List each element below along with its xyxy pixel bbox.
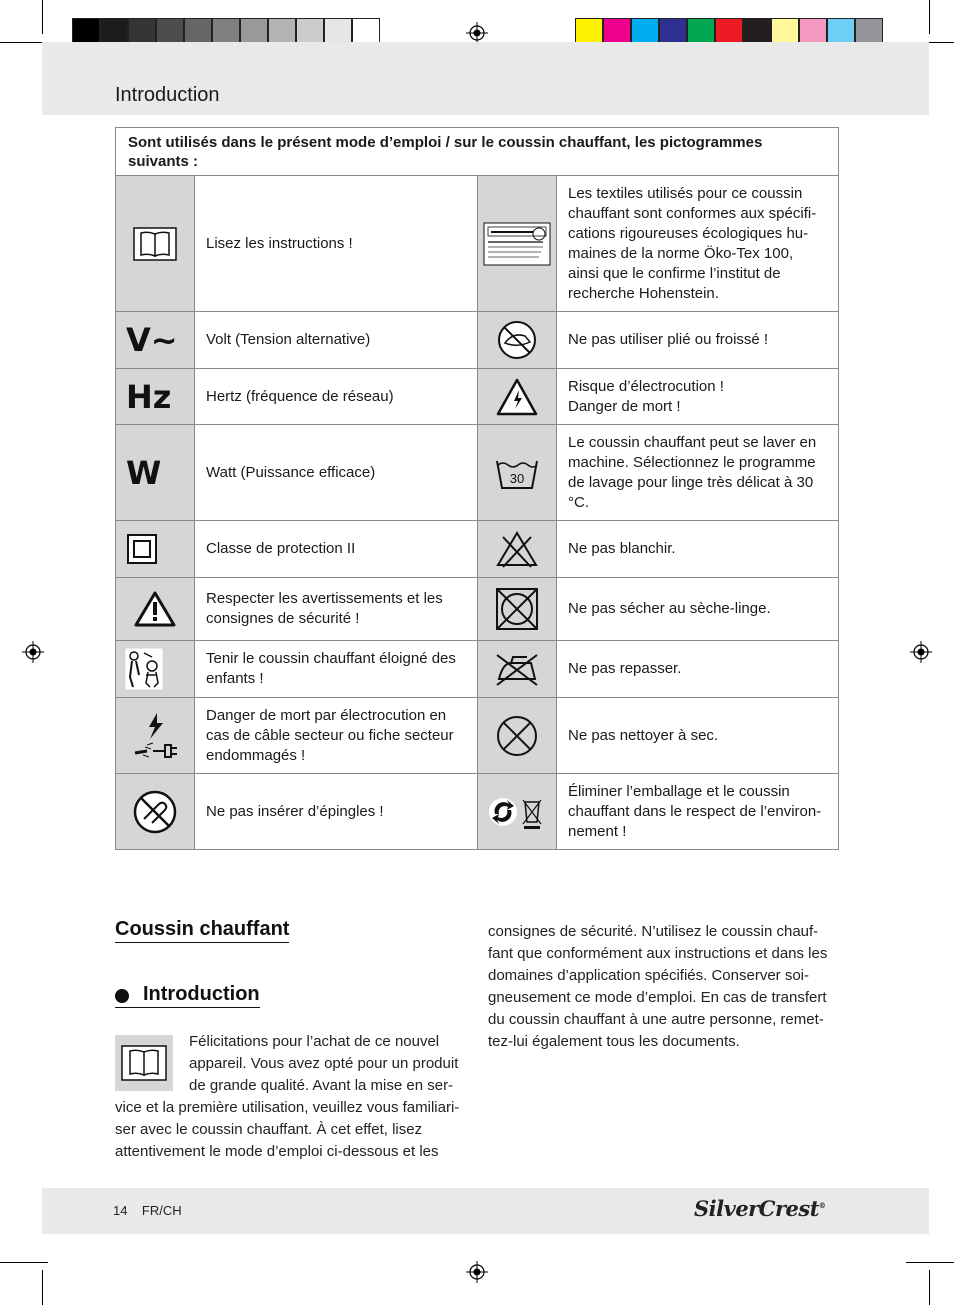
no-folding-icon bbox=[495, 318, 539, 362]
damaged-cable-icon bbox=[131, 711, 179, 761]
table-cell: Watt (Puissance efficace) bbox=[195, 425, 478, 521]
hertz-icon: Hz bbox=[126, 377, 172, 416]
table-row bbox=[116, 425, 839, 521]
table-cell: Volt (Tension alternative) bbox=[195, 312, 478, 369]
table-cell: Ne pas sécher au sèche-linge. bbox=[557, 578, 839, 641]
recycling-bin-icon bbox=[487, 794, 547, 830]
page-number-value: 14 bbox=[113, 1203, 128, 1218]
table-cell: Respecter les avertissements et les consignes de sécurité ! bbox=[195, 578, 478, 641]
icon-cell bbox=[478, 369, 557, 425]
table-row bbox=[116, 774, 839, 850]
icon-cell bbox=[478, 312, 557, 369]
table-cell: Hertz (fréquence de réseau) bbox=[195, 369, 478, 425]
table-cell: Les textiles utilisés pour ce coussin chauffant sont conformes aux spécifi- cations rigoureuses écologiques hu- maines de la norme Öko-Tex 100, ainsi que le confirme l’institut de recherche Hohenstein. bbox=[557, 176, 839, 312]
open-book-icon bbox=[115, 1035, 173, 1091]
table-row bbox=[116, 312, 839, 369]
open-book-icon bbox=[133, 227, 177, 261]
table-row bbox=[116, 176, 839, 312]
icon-cell bbox=[116, 641, 195, 698]
table-cell: Lisez les instructions ! bbox=[195, 176, 478, 312]
table-cell: Ne pas utiliser plié ou froissé ! bbox=[557, 312, 839, 369]
no-tumble-dry-icon bbox=[494, 586, 540, 632]
no-iron-icon bbox=[493, 651, 541, 687]
icon-cell bbox=[116, 521, 195, 578]
volt-ac-icon: V~ bbox=[126, 321, 178, 359]
table-cell: Éliminer l’emballage et le coussin chauffant dans le respect de l’environ- nement ! bbox=[557, 774, 839, 850]
table-caption: Sont utilisés dans le présent mode d’emploi / sur le coussin chauffant, les pictogrammes suivants : bbox=[116, 128, 839, 176]
table-cell: Tenir le coussin chauffant éloigné des enfants ! bbox=[195, 641, 478, 698]
brand-name: SilverCrest bbox=[694, 1196, 819, 1221]
registration-mark-icon bbox=[466, 22, 488, 44]
intro-paragraph-start: Félicitations pour l’achat de ce nouvel appareil. Vous avez opté pour un produit de grande qualité. Avant la mise en ser- bbox=[189, 1033, 459, 1094]
table-row bbox=[116, 641, 839, 698]
icon-cell bbox=[478, 176, 557, 312]
table-cell: Danger de mort par électrocution en cas de câble secteur ou fiche secteur endommagés ! bbox=[195, 698, 478, 774]
oeko-tex-label-icon bbox=[483, 222, 551, 266]
icon-cell bbox=[116, 425, 195, 521]
table-cell: Ne pas repasser. bbox=[557, 641, 839, 698]
icon-cell bbox=[478, 578, 557, 641]
protection-class-2-icon bbox=[127, 534, 157, 564]
watt-icon: W bbox=[126, 453, 162, 492]
table-cell: Le coussin chauffant peut se laver en machine. Sélectionnez le programme de lavage pour linge très délicat à 30 °C. bbox=[557, 425, 839, 521]
no-bleach-icon bbox=[495, 529, 539, 569]
crop-mark bbox=[929, 0, 930, 34]
table-row bbox=[116, 578, 839, 641]
icon-cell bbox=[116, 176, 195, 312]
crop-mark bbox=[929, 1270, 930, 1305]
crop-mark bbox=[42, 0, 43, 34]
crop-mark bbox=[42, 1270, 43, 1305]
icon-cell bbox=[478, 641, 557, 698]
brand-logo: SilverCrest® bbox=[694, 1196, 826, 1221]
keep-away-children-icon bbox=[124, 647, 164, 691]
intro-paragraph-column-2: consignes de sécurité. N’utilisez le coussin chauf- fant que conformément aux instructions et dans les domaines d’application spécifiés. Conserver soi- gneusement ce mode d’emploi. En cas de transfert du coussin chauffant à une autre personne, remet- tez-lui également tous les documents. bbox=[488, 923, 828, 1050]
table-row bbox=[116, 521, 839, 578]
crop-mark bbox=[906, 1262, 954, 1263]
icon-cell bbox=[478, 698, 557, 774]
icon-cell bbox=[478, 774, 557, 850]
section-heading: Coussin chauffant bbox=[115, 918, 289, 943]
page-number bbox=[113, 1203, 182, 1218]
icon-cell bbox=[116, 698, 195, 774]
table-cell: Risque d’électrocution ! Danger de mort ! bbox=[557, 369, 839, 425]
table-cell: Ne pas nettoyer à sec. bbox=[557, 698, 839, 774]
warning-triangle-icon bbox=[133, 590, 177, 628]
electric-shock-warning-icon bbox=[495, 377, 539, 417]
table-row bbox=[116, 698, 839, 774]
crop-mark bbox=[0, 42, 48, 43]
icon-cell bbox=[116, 774, 195, 850]
no-dry-clean-icon bbox=[495, 714, 539, 758]
table-row bbox=[116, 369, 839, 425]
no-pins-icon bbox=[132, 789, 178, 835]
table-cell: Ne pas blanchir. bbox=[557, 521, 839, 578]
table-cell: Ne pas insérer d’épingles ! bbox=[195, 774, 478, 850]
icon-cell bbox=[478, 425, 557, 521]
crop-mark bbox=[0, 1262, 48, 1263]
page-title: Introduction bbox=[115, 84, 220, 106]
registration-mark-icon bbox=[22, 641, 44, 663]
icon-cell bbox=[116, 369, 195, 425]
icon-cell bbox=[478, 521, 557, 578]
wash-temperature: 30 bbox=[509, 470, 525, 486]
icon-cell bbox=[116, 312, 195, 369]
registration-mark-icon bbox=[910, 641, 932, 663]
wash-30-icon bbox=[494, 455, 540, 491]
subsection-heading: Introduction bbox=[115, 983, 260, 1008]
table-cell: Classe de protection II bbox=[195, 521, 478, 578]
registration-mark-icon bbox=[466, 1261, 488, 1283]
icon-cell bbox=[116, 578, 195, 641]
pictogram-table bbox=[115, 127, 839, 850]
language-code: FR/CH bbox=[141, 1203, 182, 1218]
intro-paragraph-continued: vice et la première utilisation, veuillez vous familiari- ser avec le coussin chauffant. À cet effet, lisez attentivement le mode d’emploi ci-dessous et les bbox=[115, 1099, 460, 1160]
